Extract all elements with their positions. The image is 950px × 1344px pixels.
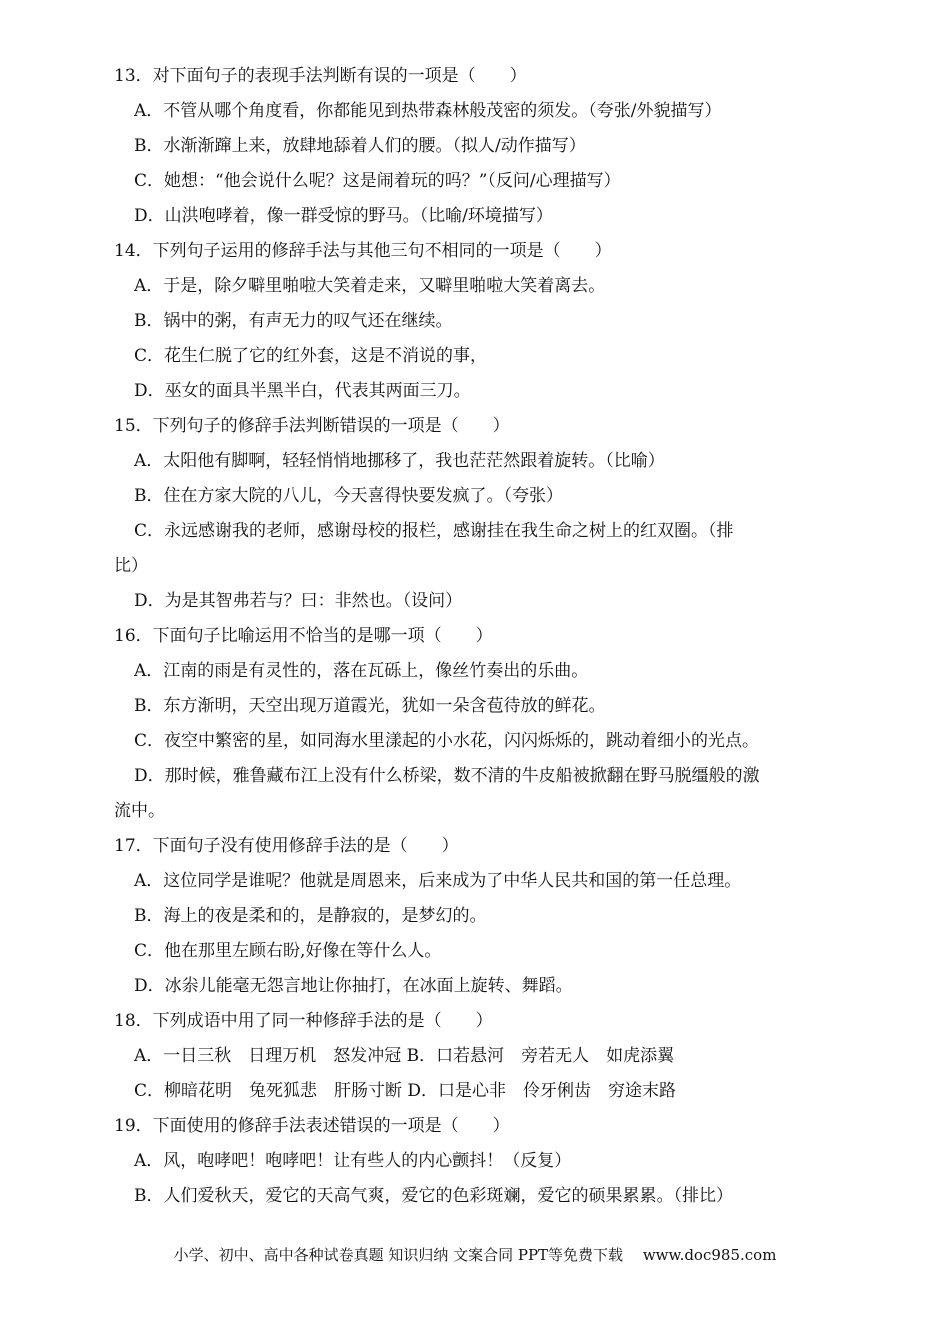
question-14-option-d: D．巫女的面具半黑半白，代表其两面三刀。 [134,381,471,401]
question-16-option-d-continued: 流中。 [114,801,165,821]
question-14-option-c: C．花生仁脱了它的红外套，这是不消说的事， [134,346,488,366]
question-15-option-c: C．永远感谢我的老师，感谢母校的报栏，感谢挂在我生命之树上的红双圈。（排 [134,521,734,541]
question-17-option-c: C．他在那里左顾右盼,好像在等什么人。 [134,941,442,961]
question-13-option-a: A．不管从哪个角度看，你都能见到热带森林般茂密的须发。（夸张/外貌描写） [134,101,722,121]
question-18-options-ab: A．一日三秋 日理万机 怒发冲冠 B．口若悬河 旁若无人 如虎添翼 [134,1046,675,1066]
question-16-stem: 16．下面句子比喻运用不恰当的是哪一项（ ） [114,626,493,646]
question-17-stem: 17．下面句子没有使用修辞手法的是（ ） [114,836,459,856]
question-15-option-c-continued: 比） [114,556,148,576]
question-14-option-b: B．锅中的粥，有声无力的叹气还在继续。 [134,311,453,331]
question-17-option-a: A．这位同学是谁呢？他就是周恩来，后来成为了中华人民共和国的第一任总理。 [134,871,742,891]
question-16-option-b: B．东方渐明，天空出现万道霞光，犹如一朵含苞待放的鲜花。 [134,696,606,716]
question-19-option-a: A．风，咆哮吧！咆哮吧！让有些人的内心颤抖！（反复） [134,1151,572,1171]
question-14-option-a: A．于是，除夕噼里啪啦大笑着走来，又噼里啪啦大笑着离去。 [134,276,606,296]
question-14-stem: 14．下列句子运用的修辞手法与其他三句不相同的一项是（ ） [114,241,612,261]
question-15-option-b: B．住在方家大院的八儿，今天喜得快要发疯了。（夸张） [134,486,563,506]
question-19-option-b: B．人们爱秋天，爱它的天高气爽，爱它的色彩斑斓，爱它的硕果累累。（排比） [134,1186,733,1206]
page-footer: 小学、初中、高中各种试卷真题 知识归纳 文案合同 PPT等免费下载 www.doc985.com [173,1246,777,1264]
question-13-stem: 13．对下面句子的表现手法判断有误的一项是（ ） [114,66,527,86]
question-content [114,59,844,1214]
question-16-option-a: A．江南的雨是有灵性的，落在瓦砾上，像丝竹奏出的乐曲。 [134,661,589,681]
question-16-option-c: C．夜空中繁密的星，如同海水里漾起的小水花，闪闪烁烁的，跳动着细小的光点。 [134,731,760,751]
question-13-option-c: C．她想：“他会说什么呢？这是闹着玩的吗？”（反问/心理描写） [134,171,621,191]
question-17-option-d: D．冰尜儿能毫无怨言地让你抽打，在冰面上旋转、舞蹈。 [134,976,573,996]
question-15-option-a: A．太阳他有脚啊，轻轻悄悄地挪移了，我也茫茫然跟着旋转。（比喻） [134,451,665,471]
question-19-stem: 19．下面使用的修辞手法表述错误的一项是（ ） [114,1116,510,1136]
question-15-option-d: D．为是其智弗若与？曰：非然也。（设问） [134,591,463,611]
question-13-option-b: B．水渐渐蹿上来，放肆地舔着人们的腰。（拟人/动作描写） [134,136,586,156]
question-18-options-cd: C．柳暗花明 兔死狐悲 肝肠寸断 D．口是心非 伶牙俐齿 穷途末路 [134,1081,677,1101]
question-15-stem: 15．下列句子的修辞手法判断错误的一项是（ ） [114,416,510,436]
question-18-stem: 18．下列成语中用了同一种修辞手法的是（ ） [114,1011,493,1031]
question-17-option-b: B．海上的夜是柔和的，是静寂的，是梦幻的。 [134,906,487,926]
question-16-option-d: D．那时候，雅鲁藏布江上没有什么桥梁，数不清的牛皮船被掀翻在野马脱缰般的激 [134,766,760,786]
question-13-option-d: D．山洪咆哮着，像一群受惊的野马。（比喻/环境描写） [134,206,553,226]
